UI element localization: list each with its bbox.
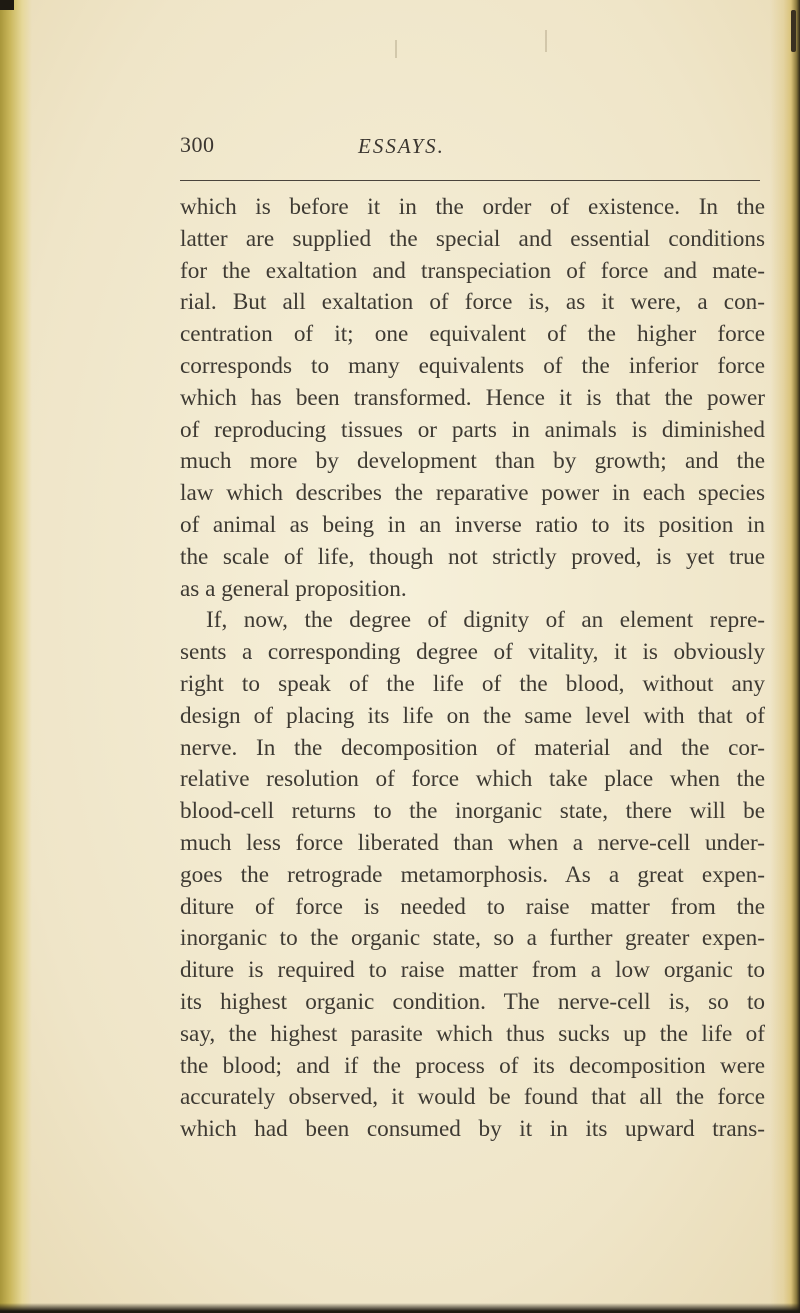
paper-speck (395, 40, 397, 58)
text-line: law which describes the reparative power in each species (180, 480, 765, 507)
page-binding-shadow (0, 0, 32, 1313)
text-line: rial. But all exaltation of force is, as it were, a con- (180, 289, 765, 316)
paper-speck (545, 30, 547, 52)
paragraph-start-line: If, now, the degree of dignity of an element repre- (206, 607, 765, 634)
text-line: much less force liberated than when a nerve-cell under- (180, 829, 765, 856)
text-line: the blood; and if the process of its decomposition were (180, 1052, 765, 1079)
text-line: blood-cell returns to the inorganic state, there will be (180, 798, 765, 825)
text-line: sents a corresponding degree of vitality, it is obviously (180, 639, 765, 666)
text-line: which has been transformed. Hence it is that the power (180, 384, 765, 411)
text-line: which is before it in the order of existence. In the (180, 194, 765, 220)
page-number: 300 (180, 132, 215, 157)
text-line: say, the highest parasite which thus sucks up the life of (180, 1020, 765, 1047)
header-rule (180, 180, 760, 181)
text-line: inorganic to the organic state, so a further greater expen- (180, 925, 765, 952)
text-line: for the exaltation and transpeciation of force and mate- (180, 257, 765, 284)
text-line: goes the retrograde metamorphosis. As a great expen- (180, 861, 765, 888)
page-header (180, 132, 760, 172)
page-edge-bottom (0, 1303, 800, 1313)
text-line: relative resolution of force which take place when the (180, 766, 765, 793)
text-line: design of placing its life on the same level with that of (180, 702, 765, 729)
page-corner (0, 0, 14, 10)
text-line: of animal as being in an inverse ratio to its position in (180, 511, 765, 538)
text-line: centration of it; one equivalent of the higher force (180, 321, 765, 348)
text-line: latter are supplied the special and essential conditions (180, 225, 765, 252)
paragraph-end-line: as a general proposition. (180, 575, 407, 602)
text-line: accurately observed, it would be found that all the force (180, 1084, 765, 1111)
page-edge-right (770, 0, 800, 1313)
body-text (180, 192, 765, 1146)
page-edge-mark (791, 10, 796, 52)
text-line: diture is required to raise matter from a low organic to (180, 957, 765, 984)
text-line: its highest organic condition. The nerve-cell is, so to (180, 988, 765, 1015)
running-head: ESSAYS. (358, 134, 445, 158)
text-line: much more by development than by growth; and the (180, 448, 765, 475)
text-line: diture of force is needed to raise matter from the (180, 893, 765, 920)
text-line: which had been consumed by it in its upward trans- (180, 1116, 765, 1143)
text-line: corresponds to many equivalents of the inferior force (180, 352, 765, 379)
text-line: of reproducing tissues or parts in animals is diminished (180, 416, 765, 443)
text-line: right to speak of the life of the blood, without any (180, 670, 765, 697)
text-line: nerve. In the decomposition of material and the cor- (180, 734, 765, 761)
text-line: the scale of life, though not strictly proved, is yet true (180, 543, 765, 570)
